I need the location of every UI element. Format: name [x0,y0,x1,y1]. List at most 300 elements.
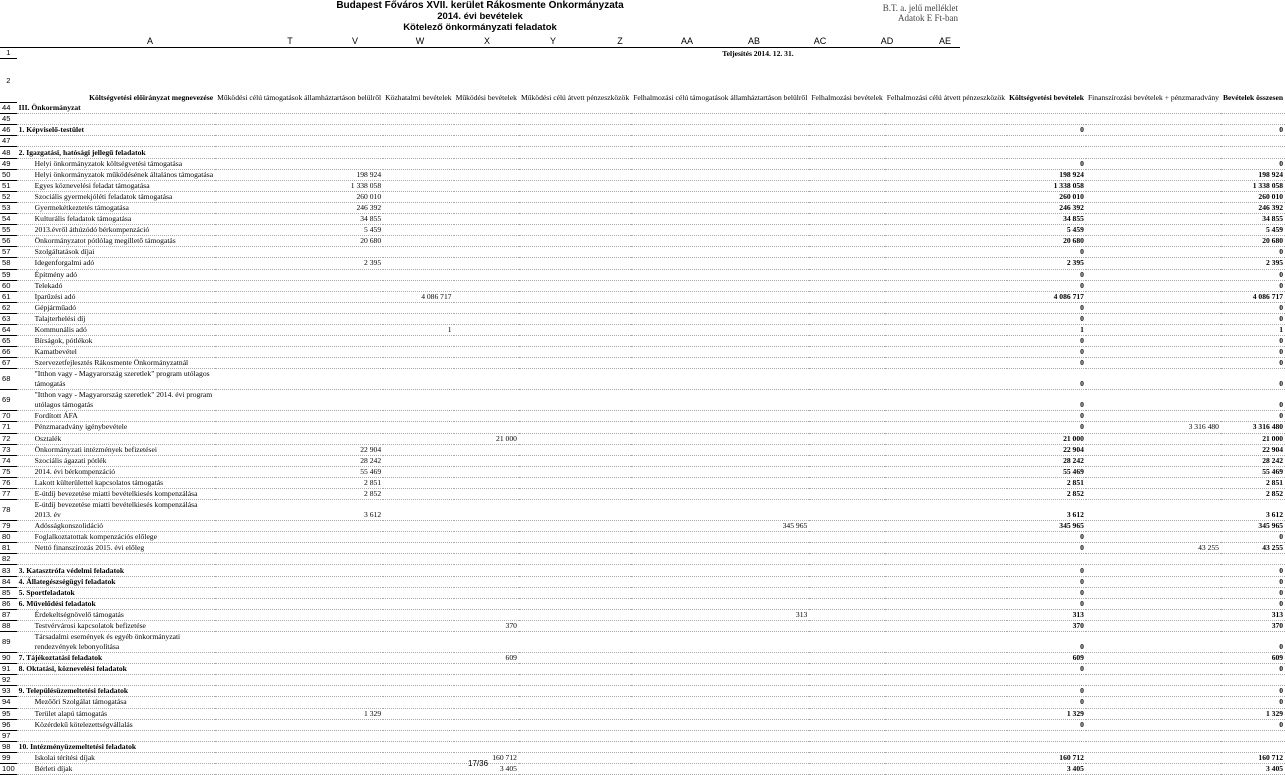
value-cell [885,587,1007,598]
value-cell [519,752,631,763]
row-label: 4. Állategészségügyi feladatok [17,576,215,587]
value-cell [885,313,1007,324]
value-cell [383,358,453,369]
value-cell [454,532,519,543]
column-letter: AA [680,36,693,46]
value-cell [1086,444,1221,455]
value-cell [1086,455,1221,466]
value-cell [1086,521,1221,532]
table-row [0,390,1285,411]
value-cell [809,543,884,554]
value-cell [454,697,519,708]
value-cell [215,411,383,422]
row-label: Talajterhelési díj [17,313,215,324]
value-cell [885,664,1007,675]
column-letter: AB [747,36,760,46]
value-cell: 246 392 [215,202,383,213]
value-cell [383,125,453,136]
row-number: 52 [0,191,17,202]
value-cell [1086,686,1221,697]
value-cell [631,180,809,191]
table-row [0,587,1285,598]
value-cell: 0 [1221,576,1285,587]
value-cell [631,554,809,565]
row-label: Önkormányzati intézmények befizetései [17,444,215,455]
row-label: Testvérvárosi kapcsolatok befizetése [17,620,215,631]
row-label: 8. Oktatási, köznevelési feladatok [17,664,215,675]
value-cell [383,258,453,269]
value-cell [519,280,631,291]
row-number: 91 [0,664,17,675]
value-cell: 3 612 [1221,500,1285,521]
value-cell [631,269,809,280]
value-cell [1086,280,1221,291]
value-cell [809,369,884,390]
header-spacer [519,48,631,59]
value-cell: 313 [631,609,809,620]
row-number: 61 [0,291,17,302]
value-cell [215,697,383,708]
value-cell [215,247,383,258]
column-letter: V [351,36,358,46]
value-cell: 0 [1221,664,1285,675]
value-cell [809,114,884,125]
value-cell [631,411,809,422]
column-letter: Y [549,36,556,46]
value-cell [519,763,631,774]
value-cell: 0 [1221,369,1285,390]
row-number: 87 [0,609,17,620]
value-cell [215,313,383,324]
value-cell [454,313,519,324]
value-cell [809,258,884,269]
value-cell [519,565,631,576]
value-cell: 246 392 [1221,202,1285,213]
value-cell [519,598,631,609]
header-spacer [1007,48,1086,59]
row-label: Helyi önkormányzatok költségvetési támogatása [17,158,215,169]
value-cell [1086,620,1221,631]
value-cell [519,347,631,358]
value-cell [454,521,519,532]
value-cell: 0 [1007,576,1086,587]
value-cell: 609 [1007,653,1086,664]
value-cell [383,719,453,730]
row-number: 86 [0,598,17,609]
value-cell [383,532,453,543]
value-cell [885,347,1007,358]
value-cell [215,324,383,335]
value-cell [519,313,631,324]
table-row [0,191,1285,202]
value-cell: 0 [1007,369,1086,390]
value-cell [631,236,809,247]
value-cell [885,730,1007,741]
row-label: Fordított ÁFA [17,411,215,422]
value-cell [1086,336,1221,347]
table-row [0,719,1285,730]
value-cell: 0 [1221,390,1285,411]
row-number: 49 [0,158,17,169]
value-cell [631,543,809,554]
value-cell [809,422,884,433]
header-spacer [1086,48,1221,59]
value-cell [1086,125,1221,136]
row-number: 62 [0,302,17,313]
row-label: "Itthon vagy - Magyarország szeretlek" program utólagos támogatás [17,369,215,390]
value-cell [454,500,519,521]
value-cell: 0 [1221,565,1285,576]
value-cell [519,103,631,114]
row-label: Kamatbevétel [17,347,215,358]
value-cell [383,664,453,675]
value-cell [383,422,453,433]
column-header: Felhalmozási célú támogatások államháztartáson belülről [633,92,808,102]
value-cell: 0 [1007,390,1086,411]
header-subtitle: 2014. évi bevételek [437,11,523,22]
value-cell [383,225,453,236]
value-cell [631,686,809,697]
value-cell: 55 469 [1007,466,1086,477]
value-cell: 0 [1221,280,1285,291]
value-cell [215,632,383,653]
value-cell [1086,500,1221,521]
value-cell [383,180,453,191]
value-cell [809,411,884,422]
value-cell: 43 255 [1221,543,1285,554]
value-cell [631,103,809,114]
value-cell [809,136,884,147]
value-cell: 3 612 [1007,500,1086,521]
value-cell [885,466,1007,477]
value-cell [809,653,884,664]
value-cell: 160 712 [1007,752,1086,763]
value-cell [519,532,631,543]
value-cell [383,147,453,158]
row-label: Érdekeltségnövelő támogatás [17,609,215,620]
value-cell: 28 242 [1221,455,1285,466]
value-cell: 3 405 [1007,763,1086,774]
row-number: 74 [0,455,17,466]
value-cell [519,477,631,488]
value-cell: 0 [1007,543,1086,554]
value-cell [519,180,631,191]
value-cell: 0 [1007,532,1086,543]
value-cell [809,620,884,631]
value-cell [215,576,383,587]
value-cell [1086,136,1221,147]
value-cell [454,598,519,609]
value-cell [809,280,884,291]
value-cell [1086,730,1221,741]
value-cell [1086,169,1221,180]
value-cell [809,191,884,202]
value-cell [1086,763,1221,774]
value-cell [885,477,1007,488]
value-cell [454,390,519,411]
row-label: Szociális gyermekjóléti feladatok támogatása [17,191,215,202]
column-header: Működési bevételek [455,92,517,102]
value-cell [885,653,1007,664]
value-cell: 0 [1007,719,1086,730]
value-cell [383,489,453,500]
row-number: 84 [0,576,17,587]
value-cell [519,500,631,521]
row-number: 77 [0,489,17,500]
value-cell [809,269,884,280]
value-cell: 2 851 [215,477,383,488]
row-number: 69 [0,390,17,411]
value-cell: 609 [454,653,519,664]
value-cell [519,609,631,620]
row-number: 66 [0,347,17,358]
value-cell [383,697,453,708]
value-cell [1086,114,1221,125]
value-cell [885,444,1007,455]
value-cell [383,576,453,587]
value-cell [454,158,519,169]
value-cell [631,169,809,180]
row-number: 75 [0,466,17,477]
row-number: 93 [0,686,17,697]
table-row [0,532,1285,543]
value-cell [383,444,453,455]
value-cell: 260 010 [1221,191,1285,202]
value-cell [383,191,453,202]
value-cell [454,347,519,358]
value-cell [885,576,1007,587]
value-cell [631,302,809,313]
value-cell: 0 [1007,632,1086,653]
value-cell [215,664,383,675]
row-label: 9. Településüzemeltetési feladatok [17,686,215,697]
row-number: 64 [0,324,17,335]
table-row [0,302,1285,313]
value-cell [383,136,453,147]
value-cell [519,369,631,390]
value-cell [809,103,884,114]
value-cell [631,532,809,543]
value-cell [631,632,809,653]
value-cell: 2 395 [215,258,383,269]
value-cell [885,158,1007,169]
value-cell: 0 [1007,347,1086,358]
row-label: E-útdíj bevezetése miatti bevételkiesés kompenzálása 2013. év [17,500,215,521]
value-cell: 345 965 [631,521,809,532]
value-cell [383,741,453,752]
table-row [0,125,1285,136]
value-cell [809,521,884,532]
value-cell [1221,136,1285,147]
value-cell [383,708,453,719]
row-label: Közérdekű kötelezettségvállalás [17,719,215,730]
value-cell [885,708,1007,719]
table-row [0,103,1285,114]
value-cell: 0 [1007,302,1086,313]
value-cell [519,336,631,347]
header-category: Kötelező önkormányzati feladatok [403,22,557,33]
value-cell [631,313,809,324]
header-spacer [215,48,383,59]
value-cell [631,598,809,609]
value-cell [885,532,1007,543]
table-row [0,708,1285,719]
row-label [17,114,215,125]
header-title: Budapest Főváros XVII. kerület Rákosmente Önkormányzata [336,0,624,11]
value-cell [1086,466,1221,477]
value-cell: 370 [1007,620,1086,631]
value-cell [383,752,453,763]
column-letter: X [483,36,490,46]
header-spacer [1221,48,1285,59]
table-row [0,752,1285,763]
value-cell [383,632,453,653]
row-label [17,554,215,565]
value-cell: 0 [1007,280,1086,291]
row-label: Szociális ágazati pótlék [17,455,215,466]
row-label: Egyes köznevelési feladat támogatása [17,180,215,191]
row-label: Társadalmi események és egyéb önkormányzati rendezvények lebonyolítása [17,632,215,653]
row-number: 96 [0,719,17,730]
value-cell [885,686,1007,697]
value-cell [1221,114,1285,125]
value-cell [383,302,453,313]
value-cell: 1 [383,324,453,335]
value-cell [454,444,519,455]
value-cell: 160 712 [1221,752,1285,763]
table-row [0,225,1285,236]
row-number: 47 [0,136,17,147]
value-cell: 5 459 [215,225,383,236]
value-cell [383,114,453,125]
value-cell [809,587,884,598]
value-cell [215,390,383,411]
value-cell [519,489,631,500]
value-cell: 0 [1221,719,1285,730]
value-cell: 0 [1221,358,1285,369]
table-row [0,489,1285,500]
value-cell: 198 924 [215,169,383,180]
value-cell [1086,147,1221,158]
table-row [0,730,1285,741]
value-cell [383,554,453,565]
value-cell [885,103,1007,114]
subheader-label: Teljesítés 2014. 12. 31. [722,48,794,58]
row-number: 72 [0,433,17,444]
value-cell [1221,147,1285,158]
row-label: Idegenforgalmi adó [17,258,215,269]
value-cell: 0 [1221,587,1285,598]
row-label: Nettó finanszírozás 2015. évi előleg [17,543,215,554]
value-cell [519,587,631,598]
value-cell [215,763,383,774]
value-cell [519,697,631,708]
value-cell [1086,708,1221,719]
value-cell [809,236,884,247]
row-number: 2 [0,59,17,103]
row-label: E-útdíj bevezetése miatti bevételkiesés kompenzálása [17,489,215,500]
value-cell [1086,433,1221,444]
value-cell [1007,114,1086,125]
value-cell [454,358,519,369]
column-header: Közhatalmi bevételek [385,92,452,102]
row-number: 56 [0,236,17,247]
value-cell [809,697,884,708]
value-cell [631,752,809,763]
row-label: 7. Tájékoztatási feladatok [17,653,215,664]
row-label: Adósságkonszolidáció [17,521,215,532]
value-cell: 28 242 [1007,455,1086,466]
value-cell [809,455,884,466]
value-cell [809,532,884,543]
row-number: 59 [0,269,17,280]
value-cell [885,336,1007,347]
value-cell [454,236,519,247]
value-cell [383,466,453,477]
table-row [0,202,1285,213]
row-label: Kommunális adó [17,324,215,335]
table-row [0,565,1285,576]
value-cell [631,147,809,158]
value-cell [1007,554,1086,565]
row-label: Bérleti díjak [17,763,215,774]
row-label: 2. Igazgatási, hatósági jellegű feladatok [17,147,215,158]
value-cell: 2 852 [215,489,383,500]
value-cell [215,280,383,291]
value-cell [885,719,1007,730]
value-cell [454,489,519,500]
value-cell [885,500,1007,521]
row-number: 44 [0,103,17,114]
value-cell [454,125,519,136]
value-cell [885,422,1007,433]
value-cell: 0 [1007,411,1086,422]
value-cell [519,632,631,653]
value-cell [215,136,383,147]
value-cell [1086,477,1221,488]
value-cell [631,291,809,302]
value-cell [809,324,884,335]
row-label: 3. Katasztrófa védelmi feladatok [17,565,215,576]
value-cell: 0 [1221,686,1285,697]
value-cell: 0 [1221,411,1285,422]
value-cell [519,686,631,697]
value-cell [454,543,519,554]
table-row [0,258,1285,269]
value-cell [631,358,809,369]
value-cell [454,466,519,477]
value-cell [809,719,884,730]
value-cell [631,433,809,444]
value-cell [215,347,383,358]
value-cell: 20 680 [1007,236,1086,247]
value-cell [519,675,631,686]
row-number: 92 [0,675,17,686]
value-cell [215,675,383,686]
row-number: 79 [0,521,17,532]
value-cell [1086,411,1221,422]
table-row [0,433,1285,444]
value-cell [631,576,809,587]
appendix-label: B.T. a. jelű melléklet [882,3,958,13]
value-cell [215,609,383,620]
value-cell [519,411,631,422]
value-cell [631,489,809,500]
value-cell [1086,598,1221,609]
row-number: 60 [0,280,17,291]
header-spacer [383,48,453,59]
value-cell [885,324,1007,335]
